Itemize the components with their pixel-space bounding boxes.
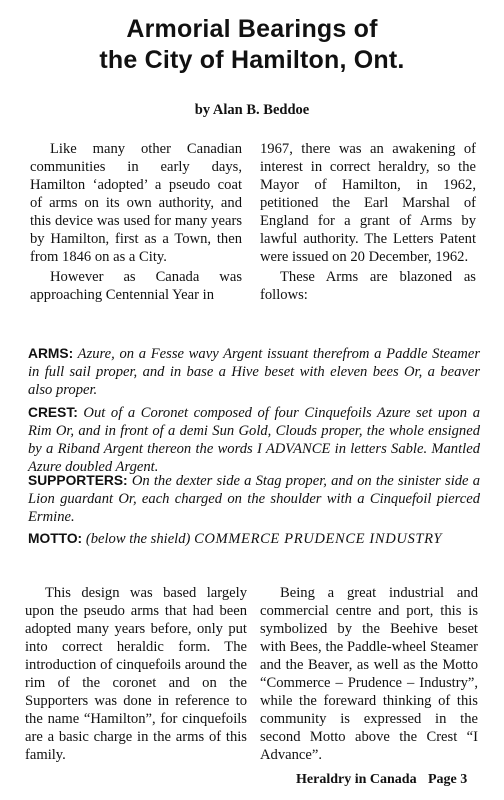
motto-words: COMMERCE PRUDENCE INDUSTRY	[194, 531, 443, 547]
intro-column-right	[260, 140, 476, 304]
closing-paragraph: This design was based largely upon the pseudo arms that had been adopted many years before, only put into correct heraldic form. The introduction of cinquefoils around the rim of the coronet and on the Supporters was done in reference to the name “Hamilton”, for cinquefoils are a basic charge in the arms of this family.	[25, 585, 247, 763]
closing-column-left	[25, 584, 247, 764]
title-line-1: Armorial Bearings of	[126, 15, 378, 43]
intro-paragraph: Like many other Canadian communities in early days, Hamilton ‘adopted’ a pseudo coat of arms on its own authority, and this device was used for many years by Hamilton, first as a Town, then from 1846 on as a City.	[30, 141, 242, 265]
supporters-label: SUPPORTERS:	[28, 473, 128, 488]
article-title	[0, 14, 504, 76]
motto-label: MOTTO:	[28, 531, 83, 546]
intro-paragraph: These Arms are blazoned as follows:	[260, 269, 476, 303]
blazon-supporters	[28, 472, 480, 526]
supporters-text: On the dexter side a Stag proper, and on the sinister side a Lion guardant Or, each charged on the shoulder with a Cinquefoil pierced Ermine.	[28, 473, 480, 525]
arms-label: ARMS:	[28, 346, 74, 361]
intro-paragraph: 1967, there was an awakening of interest in correct heraldry, so the Mayor of Hamilton, in 1962, petitioned the Earl Marshal of England for a grant of Arms by lawful authority. The Letters Patent were issued on 20 December, 1962.	[260, 141, 476, 265]
footer-publication: Heraldry in Canada	[296, 772, 417, 787]
intro-column-left	[30, 140, 242, 304]
blazon-motto	[28, 530, 480, 548]
intro-paragraph: However as Canada was approaching Centennial Year in	[30, 269, 242, 303]
closing-column-right	[260, 584, 478, 764]
crest-text: Out of a Coronet composed of four Cinquefoils Azure set upon a Rim Or, and in front of a demi Sun Gold, Clouds proper, the whole ensigned by a Riband Argent thereon the words I ADVANCE in letters Sable. Mantled Azure doubled Argent.	[28, 405, 480, 475]
byline: by Alan B. Beddoe	[194, 102, 310, 118]
blazon-crest	[28, 404, 480, 476]
blazon-arms	[28, 345, 480, 399]
closing-paragraph: Being a great industrial and commercial centre and port, this is symbolized by the Beehive beset with Bees, the Paddle-wheel Steamer and the Beaver, as well as the Motto “Commerce – Prudence – Industry”, while the foreward thinking of this community is expressed in the second Motto above the Crest “I Advance”.	[260, 585, 478, 763]
footer-page-number: Page 3	[428, 772, 468, 787]
motto-note: (below the shield)	[85, 531, 191, 547]
crest-label: CREST:	[28, 405, 78, 420]
title-line-2: the City of Hamilton, Ont.	[99, 46, 405, 74]
arms-text: Azure, on a Fesse wavy Argent issuant therefrom a Paddle Steamer in full sail proper, and in base a Hive beset with eleven bees Or, a beaver also proper.	[28, 346, 480, 398]
